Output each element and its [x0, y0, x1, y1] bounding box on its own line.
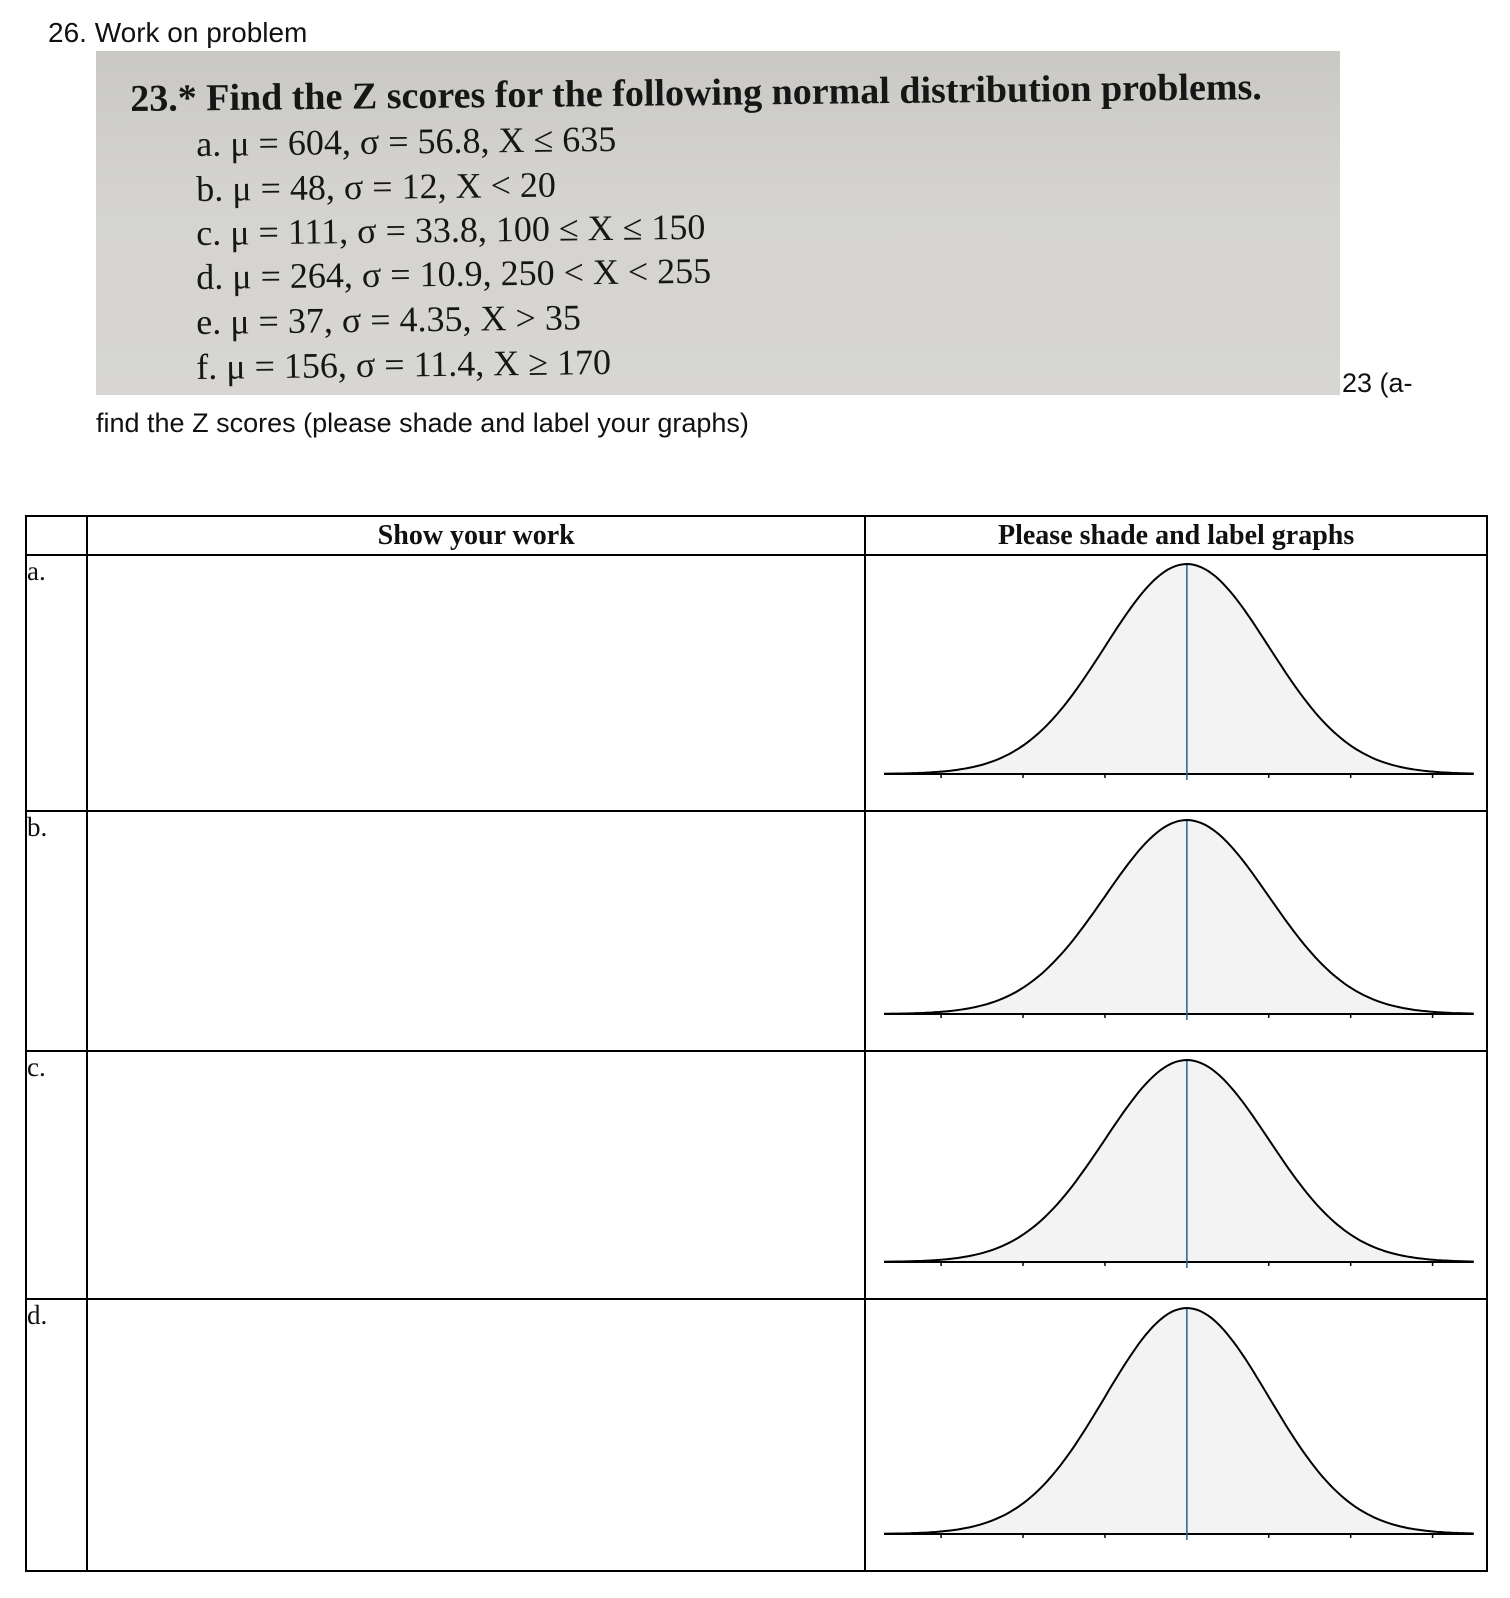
problem-item-f: f. μ = 156, σ = 11.4, X ≥ 170 — [196, 341, 612, 387]
page-heading: 26. Work on problem — [48, 17, 308, 48]
graph-cell-d[interactable] — [865, 1299, 1487, 1571]
header-work-col: Show your work — [87, 516, 865, 555]
table-row — [26, 1051, 1487, 1299]
table-row — [26, 811, 1487, 1051]
header-graph-col: Please shade and label graphs — [865, 516, 1487, 555]
row-label-b: b. — [26, 811, 87, 1051]
work-area-d[interactable] — [87, 1299, 865, 1571]
normal-curve-graph-a[interactable] — [866, 556, 1486, 810]
work-table — [25, 515, 1488, 1572]
curve-area — [884, 564, 1474, 774]
graph-cell-a[interactable] — [865, 555, 1487, 811]
header-label-col — [26, 516, 87, 555]
table-header-row — [26, 516, 1487, 555]
normal-curve-graph-d[interactable] — [866, 1300, 1486, 1570]
table-row — [26, 1299, 1487, 1571]
problem-item-a: a. μ = 604, σ = 56.8, X ≤ 635 — [196, 118, 617, 164]
curve-area — [884, 1060, 1474, 1262]
curve-area — [884, 1308, 1474, 1534]
graph-cell-c[interactable] — [865, 1051, 1487, 1299]
problem-item-b: b. μ = 48, σ = 12, X < 20 — [196, 164, 557, 209]
row-label-c: c. — [26, 1051, 87, 1299]
work-area-b[interactable] — [87, 811, 865, 1051]
problem-item-d: d. μ = 264, σ = 10.9, 250 < X < 255 — [196, 250, 712, 297]
problem-item-e: e. μ = 37, σ = 4.35, X > 35 — [196, 297, 582, 342]
instructions: find the Z scores (please shade and label your graphs) — [96, 408, 749, 438]
textbook-photo — [96, 51, 1340, 395]
normal-curve-graph-b[interactable] — [866, 812, 1486, 1050]
normal-curve-graph-c[interactable] — [866, 1052, 1486, 1298]
row-label-d: d. — [26, 1299, 87, 1571]
problem-title: 23.* Find the Z scores for the following normal distribution problems. — [130, 66, 1263, 120]
graph-cell-b[interactable] — [865, 811, 1487, 1051]
row-label-a: a. — [26, 555, 87, 811]
table-row — [26, 555, 1487, 811]
curve-area — [884, 820, 1474, 1014]
problem-reference: 23 (a- — [1342, 368, 1413, 398]
work-area-c[interactable] — [87, 1051, 865, 1299]
work-area-a[interactable] — [87, 555, 865, 811]
problem-item-c: c. μ = 111, σ = 33.8, 100 ≤ X ≤ 150 — [196, 206, 706, 253]
